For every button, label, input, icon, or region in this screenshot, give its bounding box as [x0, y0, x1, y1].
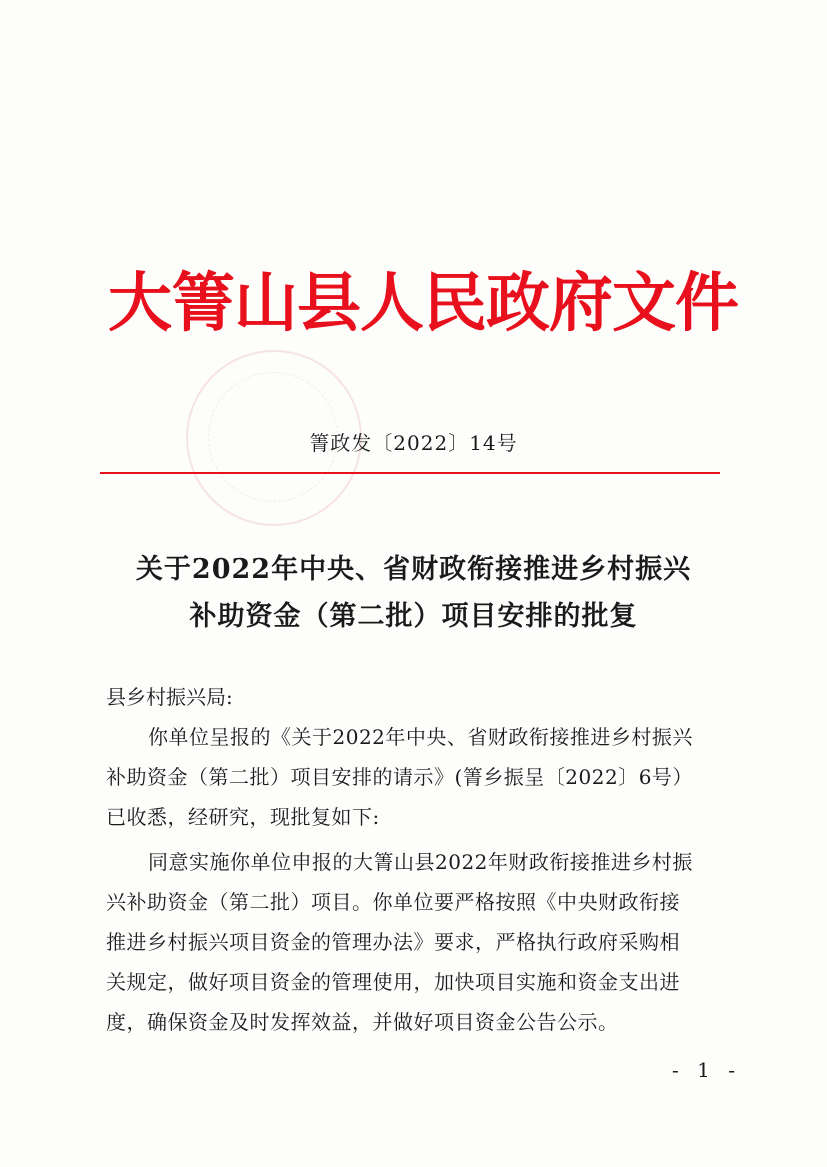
paragraph-2: [106, 842, 736, 1042]
paragraph-1-line: 你单位呈报的《关于2022年中央、省财政衔接推进乡村振兴: [148, 725, 693, 749]
issuer-title: 大箐山县人民政府文件: [108, 266, 738, 341]
document-number: 箐政发〔2022〕14号: [309, 431, 518, 455]
paragraph-1-line: 补助资金（第二批）项目安排的请示》(箐乡振呈〔2022〕6号）: [106, 765, 693, 789]
page-number: - 1 -: [672, 1058, 741, 1082]
paragraph-2-line: 兴补助资金（第二批）项目。你单位要严格按照《中央财政衔接: [106, 890, 680, 914]
document-title-line-1: 关于2022年中央、省财政衔接推进乡村振兴: [135, 554, 692, 585]
paragraph-2-line: 同意实施你单位申报的大箐山县2022年财政衔接推进乡村振: [148, 850, 693, 874]
paragraph-1-line: 已收悉，经研究，现批复如下:: [106, 805, 380, 829]
document-title-line-2: 补助资金（第二批）项目安排的批复: [189, 601, 638, 632]
paragraph-1: [106, 717, 736, 837]
red-separator-line: [100, 472, 720, 474]
paragraph-2-line: 关规定，做好项目资金的管理使用，加快项目实施和资金支出进: [106, 970, 680, 994]
document-title: [90, 546, 737, 640]
paragraph-2-line: 推进乡村振兴项目资金的管理办法》要求，严格执行政府采购相: [106, 930, 680, 954]
addressee: 县乡村振兴局:: [106, 685, 233, 709]
paragraph-2-line: 度，确保资金及时发挥效益，并做好项目资金公告公示。: [106, 1010, 619, 1034]
